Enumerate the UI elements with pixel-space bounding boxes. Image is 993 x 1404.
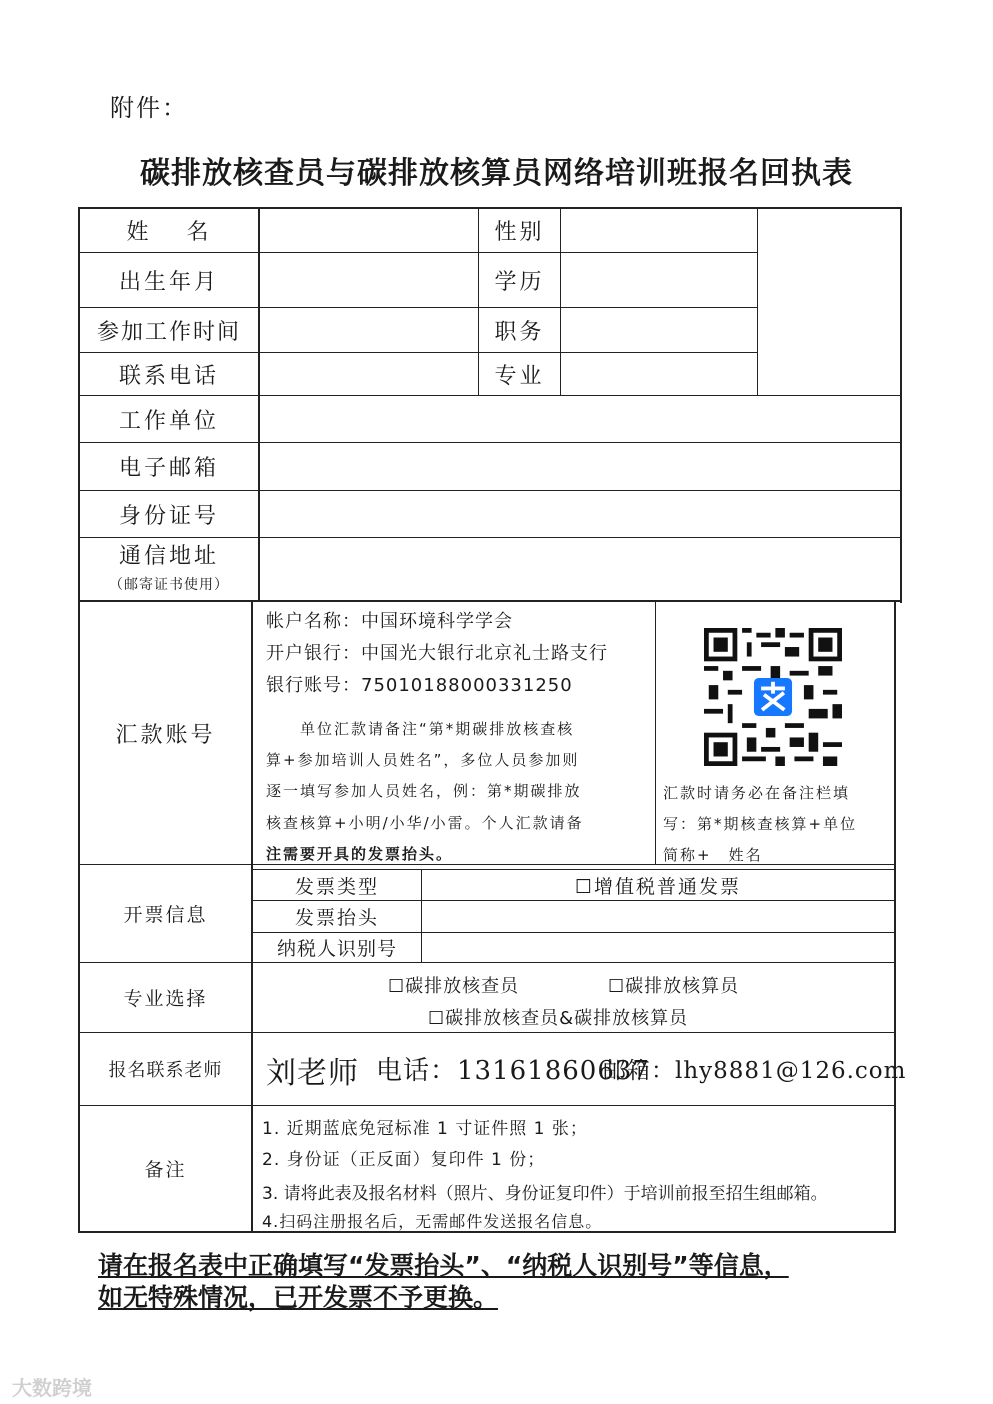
remark-item: 3. 请将此表及报名材料（照片、身份证复印件）于培训前报至招生组邮箱。 bbox=[262, 1184, 828, 1204]
name-label: 姓 名 bbox=[126, 220, 212, 245]
remark-item: 4.扫码注册报名后，无需邮件发送报名信息。 bbox=[262, 1212, 603, 1231]
phone-field[interactable] bbox=[260, 353, 478, 395]
birth-field[interactable] bbox=[260, 253, 478, 307]
footer-warning-line: 如无特殊情况，已开发票不予更换。 bbox=[98, 1283, 499, 1312]
invoice-type-checkbox[interactable]: ☐增值税普通发票 bbox=[574, 875, 742, 898]
taxpayer-id-field[interactable] bbox=[422, 933, 894, 962]
employer-field[interactable] bbox=[260, 396, 900, 442]
email-label: 电子邮箱 bbox=[118, 456, 219, 481]
major-label: 专业 bbox=[494, 363, 545, 389]
contact-phone: 电话：13161860637 bbox=[376, 1056, 650, 1086]
footer-warning-line: 请在报名表中正确填写“发票抬头”、“纳税人识别号”等信息， bbox=[98, 1251, 789, 1280]
work-start-field[interactable] bbox=[260, 308, 478, 352]
address-note: （邮寄证书使用） bbox=[109, 577, 229, 593]
remit-note-line: 单位汇款请备注“第*期碳排放核查核 bbox=[266, 720, 575, 738]
gender-label: 性别 bbox=[494, 220, 545, 245]
account-name: 帐户名称：中国环境科学学会 bbox=[266, 611, 513, 632]
position-field[interactable] bbox=[561, 308, 757, 352]
remit-note-line: 算+参加培训人员姓名”，多位人员参加则 bbox=[266, 751, 580, 769]
bank-name: 开户银行：中国光大银行北京礼士路支行 bbox=[266, 643, 608, 664]
watermark: 大数跨境 bbox=[12, 1376, 92, 1400]
alipay-qr-code-icon bbox=[704, 628, 842, 766]
remark-item: 2. 身份证（正反面）复印件 1 份； bbox=[262, 1150, 546, 1170]
remit-note-line: 逐一填写参加人员姓名，例：第*期碳排放 bbox=[266, 782, 582, 800]
remit-note-line: 核查核算+小明/小华/小雷。个人汇款请备 bbox=[266, 814, 584, 832]
education-label: 学历 bbox=[494, 269, 545, 295]
attachment-label: 附件： bbox=[110, 94, 188, 122]
specialty-option-verifier[interactable]: ☐碳排放核查员 bbox=[388, 976, 520, 997]
id-number-field[interactable] bbox=[260, 491, 900, 537]
remit-label: 汇款账号 bbox=[115, 722, 216, 748]
invoice-type-label: 发票类型 bbox=[294, 875, 379, 898]
contact-email: 邮箱：lhy8881@126.com bbox=[603, 1058, 907, 1084]
contact-label: 报名联系老师 bbox=[108, 1060, 223, 1081]
name-field[interactable] bbox=[260, 209, 478, 252]
remarks-label: 备注 bbox=[144, 1159, 187, 1181]
work-start-label: 参加工作时间 bbox=[96, 319, 241, 345]
qr-note-line: 写：第*期核查核算+单位 bbox=[663, 815, 858, 833]
employer-label: 工作单位 bbox=[118, 408, 219, 434]
account-number: 银行账号：75010188000331250 bbox=[266, 675, 573, 696]
education-field[interactable] bbox=[561, 253, 757, 307]
major-field[interactable] bbox=[561, 353, 757, 395]
photo-box bbox=[758, 209, 900, 395]
taxpayer-id-label: 纳税人识别号 bbox=[276, 938, 397, 960]
position-label: 职务 bbox=[494, 319, 545, 345]
phone-label: 联系电话 bbox=[118, 363, 219, 389]
specialty-option-accountant[interactable]: ☐碳排放核算员 bbox=[608, 976, 740, 997]
address-label: 通信地址 bbox=[118, 543, 219, 569]
qr-note-line: 汇款时请务必在备注栏填 bbox=[663, 784, 851, 802]
qr-note-line: 简称+ 姓名 bbox=[663, 846, 763, 864]
address-field[interactable] bbox=[260, 538, 900, 600]
specialty-option-both[interactable]: ☐碳排放核查员&碳排放核算员 bbox=[428, 1008, 689, 1029]
page-title: 碳排放核查员与碳排放核算员网络培训班报名回执表 bbox=[140, 156, 853, 191]
remark-item: 1. 近期蓝底免冠标准 1 寸证件照 1 张； bbox=[262, 1119, 588, 1139]
id-number-label: 身份证号 bbox=[118, 503, 219, 529]
remit-note-line: 注需要开具的发票抬头。 bbox=[266, 845, 454, 863]
email-field[interactable] bbox=[260, 443, 900, 490]
invoice-header-field[interactable] bbox=[422, 901, 894, 932]
invoice-header-label: 发票抬头 bbox=[294, 907, 379, 929]
gender-field[interactable] bbox=[561, 209, 757, 252]
birth-label: 出生年月 bbox=[118, 269, 219, 295]
invoice-label: 开票信息 bbox=[123, 904, 208, 926]
contact-teacher: 刘老师 bbox=[266, 1056, 359, 1091]
specialty-label: 专业选择 bbox=[123, 988, 208, 1010]
